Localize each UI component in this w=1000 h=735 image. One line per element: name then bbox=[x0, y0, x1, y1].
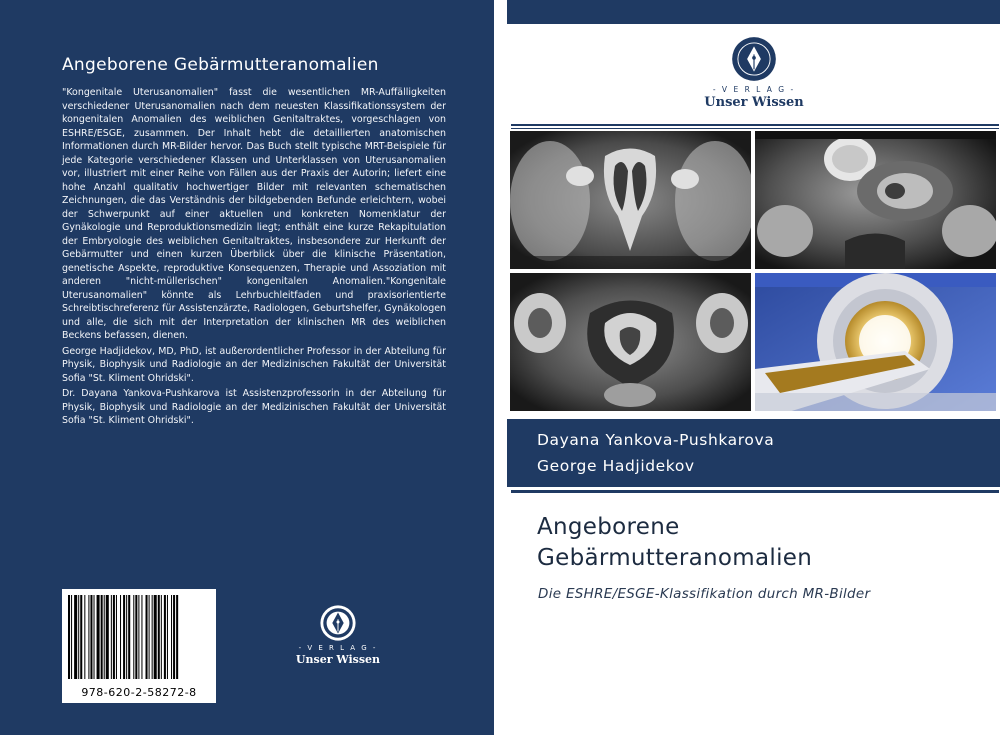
divider-line bbox=[511, 490, 999, 493]
mri-scanner-photo bbox=[755, 273, 996, 411]
mri-image-axial bbox=[510, 273, 751, 411]
book-description: "Kongenitale Uterusanomalien" fasst die wesentlichen MR-Auffälligkeiten verschiedener Uterusanomalien nach dem neuesten Klassifikationssystem der kongenitalen Anomalien des weiblichen Genitaltraktes, vorgeschlagen von ESHRE/ESGE, zusammen. Der Inhalt hebt die detaillierten anatomischen Informationen durch MR-Bilder hervor. Das Buch stellt typische MRT-Beispiele für jede Kategorie verschiedener Klassen und Unterklassen von Uterusanomalien vor, illustriert mit einer Reihe von Fällen aus der Praxis der Autorin; liefert eine hohe Anzahl qualitativ hochwertiger Bilder mit relevanten schematischen Zeichnungen, die das Verständnis der bildgebenden Befunde erleichtern, wobei der Schwerpunkt auf einer aktuellen und konkreten Nomenklatur der Gynäkologie und Reproduktionsmedizin liegt; enthält eine kurze Rekapitulation der Embryologie des weiblichen Genitaltraktes, insbesondere zur Herkunft der Gebärmutter und einen kurzen Überblick über die klinische Präsentation, genetische Aspekte, reproduktive Konsequenzen, Therapie und Assoziation mit anderen "nicht-müllerischen" kongenitalen Anomalien."Kongenitale Uterusanomalien" könnte als Lehrbuchleitfaden und praxisorientierte Schreibtischreferenz für Assistenzärzte, Radiologen, Geburtshelfer, Gynäkologen und alle, die sich mit der Interpretation der klinischen MR des weiblichen Beckens befassen, dienen. bbox=[62, 87, 446, 341]
front-cover-subtitle: Die ESHRE/ESGE-Klassifikation durch MR-Bilder bbox=[538, 586, 871, 602]
front-publisher-logo bbox=[681, 36, 827, 112]
fountain-pen-nib-seal-icon bbox=[731, 36, 777, 82]
back-publisher-logo bbox=[288, 604, 388, 674]
back-cover-text bbox=[62, 86, 446, 430]
author-bio-yankova: Dr. Dayana Yankova-Pushkarova ist Assistenzprofessorin in der Abteilung für Physik, Biophysik und Radiologie an der Medizinischen Fakultät der Universität Sofia "St. Kliment Ohridski". bbox=[62, 388, 446, 426]
back-cover-title: Angeborene Gebärmutteranomalien bbox=[62, 55, 379, 75]
publisher-name: Unser Wissen bbox=[704, 95, 804, 110]
title-line-1: Angeborene bbox=[537, 514, 680, 540]
author-bio-hadjidekov: George Hadjidekov, MD, PhD, ist außerordentlicher Professor in der Abteilung für Physik, Biophysik und Radiologie an der Medizinischen Fakultät der Universität Sofia "St. Kliment Ohridski". bbox=[62, 345, 446, 384]
mri-image-coronal bbox=[510, 131, 751, 269]
title-line-2: Gebärmutteranomalien bbox=[537, 545, 813, 571]
author-band bbox=[507, 419, 1000, 487]
author-name-1: Dayana Yankova-Pushkarova bbox=[537, 431, 775, 449]
fountain-pen-nib-seal-icon bbox=[319, 604, 357, 642]
back-cover bbox=[0, 0, 494, 735]
verlag-label: - V E R L A G - bbox=[712, 85, 796, 94]
front-cover bbox=[507, 0, 1000, 735]
verlag-label: - V E R L A G - bbox=[298, 644, 378, 652]
barcode bbox=[62, 589, 216, 703]
author-name-2: George Hadjidekov bbox=[537, 457, 695, 475]
isbn-number: 978-620-2-58272-8 bbox=[81, 686, 197, 699]
top-color-band bbox=[507, 0, 1000, 24]
divider-line bbox=[511, 128, 999, 129]
divider-line bbox=[511, 124, 999, 126]
cover-image-grid bbox=[510, 131, 1000, 415]
mri-image-sagittal bbox=[755, 131, 996, 269]
front-cover-title bbox=[537, 512, 977, 574]
publisher-name: Unser Wissen bbox=[295, 653, 381, 666]
barcode-icon bbox=[68, 595, 210, 679]
